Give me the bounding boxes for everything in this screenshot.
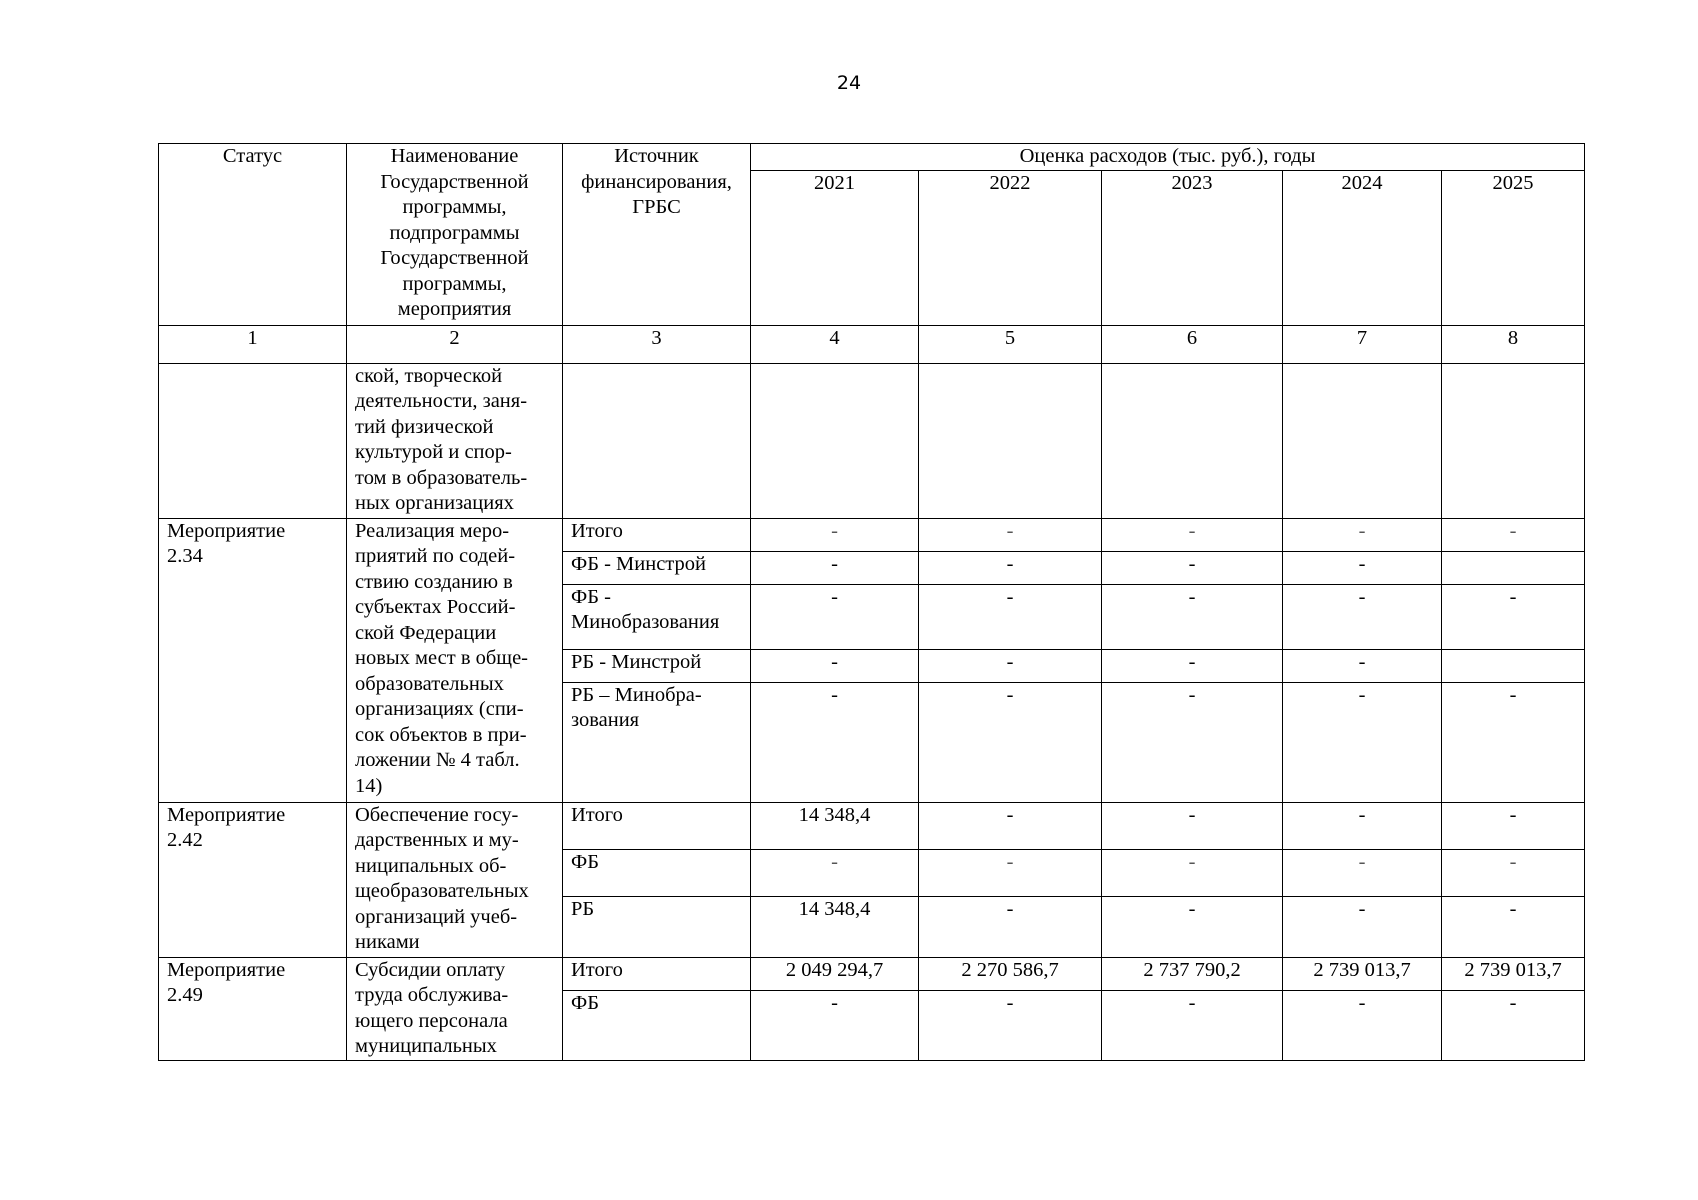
cell-value [1442, 649, 1585, 682]
cell-name: Обеспечение госу- дарственных и му- ниципальных об- щеобразовательных организаций учеб- никами [347, 802, 563, 957]
column-number: 6 [1102, 325, 1283, 363]
cell-value: - [1283, 849, 1442, 896]
cell-value: - [919, 896, 1102, 957]
cell-value: - [919, 990, 1102, 1060]
cell-value [1102, 363, 1283, 518]
cell-source: ФБ [563, 849, 751, 896]
cell-value: - [1102, 584, 1283, 649]
cell-value: - [1442, 584, 1585, 649]
cell-value: - [1283, 896, 1442, 957]
cell-value: - [1102, 682, 1283, 802]
column-number: 4 [751, 325, 919, 363]
header-year: 2022 [919, 170, 1102, 325]
cell-value: - [1442, 849, 1585, 896]
cell-name: ской, творческой деятельности, заня- тий физической культурой и спор- том в образователь- ных организациях [347, 363, 563, 518]
cell-value: - [751, 990, 919, 1060]
cell-source: Итого [563, 802, 751, 849]
cell-value: 2 739 013,7 [1442, 957, 1585, 990]
cell-source: Итого [563, 957, 751, 990]
cell-value: - [1442, 682, 1585, 802]
cell-status: Мероприятие 2.42 [159, 802, 347, 957]
cell-value: - [1102, 649, 1283, 682]
page-number: 24 [836, 72, 862, 94]
cell-value: - [1102, 802, 1283, 849]
cell-value: - [1283, 551, 1442, 584]
cell-status [159, 363, 347, 518]
cell-value: - [1283, 649, 1442, 682]
table-row [159, 363, 1585, 518]
cell-value: - [751, 682, 919, 802]
cell-source: ФБ [563, 990, 751, 1060]
cell-value: 2 739 013,7 [1283, 957, 1442, 990]
header-cost-group: Оценка расходов (тыс. руб.), годы [751, 144, 1585, 171]
cell-value: - [1102, 518, 1283, 551]
cell-value: - [1442, 518, 1585, 551]
cell-source: РБ [563, 896, 751, 957]
cell-value [1442, 551, 1585, 584]
table-row [159, 518, 1585, 551]
cell-value [919, 363, 1102, 518]
cell-source: ФБ - Минстрой [563, 551, 751, 584]
cell-value: - [751, 649, 919, 682]
cell-value: - [919, 649, 1102, 682]
cell-value: - [1102, 896, 1283, 957]
cell-value: - [1102, 849, 1283, 896]
column-number: 1 [159, 325, 347, 363]
column-number: 3 [563, 325, 751, 363]
cell-value: - [919, 584, 1102, 649]
cell-value: - [1102, 990, 1283, 1060]
cell-value: - [751, 584, 919, 649]
header-year: 2025 [1442, 170, 1585, 325]
table-row [159, 957, 1585, 990]
cell-source: ФБ - Минобразования [563, 584, 751, 649]
cell-value: - [1283, 990, 1442, 1060]
cell-status: Мероприятие 2.49 [159, 957, 347, 1060]
cell-source: Итого [563, 518, 751, 551]
cell-value [751, 363, 919, 518]
cell-value: - [751, 551, 919, 584]
cell-value: - [1283, 584, 1442, 649]
header-name: Наименование Государственной программы, подпрограммы Государственной программы, мероприятия [347, 144, 563, 326]
header-year: 2024 [1283, 170, 1442, 325]
header-year: 2023 [1102, 170, 1283, 325]
column-number: 5 [919, 325, 1102, 363]
cell-name: Реализация меро- приятий по содей- ствию созданию в субъектах Россий- ской Федерации новых мест в обще- образовательных организациях (спи- сок объектов в при- ложении № 4 табл. 14) [347, 518, 563, 802]
column-number: 7 [1283, 325, 1442, 363]
cell-value: - [751, 849, 919, 896]
cell-status: Мероприятие 2.34 [159, 518, 347, 802]
cell-value: - [1283, 802, 1442, 849]
cell-source: РБ – Минобра- зования [563, 682, 751, 802]
header-source: Источник финансирования, ГРБС [563, 144, 751, 326]
cell-value: 14 348,4 [751, 802, 919, 849]
column-number: 8 [1442, 325, 1585, 363]
cell-value: - [1102, 551, 1283, 584]
cell-value: - [919, 682, 1102, 802]
cell-value: - [751, 518, 919, 551]
header-status: Статус [159, 144, 347, 326]
cell-value: - [919, 849, 1102, 896]
cell-value: 2 737 790,2 [1102, 957, 1283, 990]
cell-value: 2 270 586,7 [919, 957, 1102, 990]
cell-name: Субсидии оплату труда обслужива- ющего персонала муниципальных [347, 957, 563, 1060]
budget-table [158, 143, 1585, 1061]
cell-value: - [1283, 518, 1442, 551]
cell-value: 14 348,4 [751, 896, 919, 957]
cell-value: - [919, 551, 1102, 584]
cell-value: - [1442, 802, 1585, 849]
cell-value: - [1283, 682, 1442, 802]
cell-source: РБ - Минстрой [563, 649, 751, 682]
column-number: 2 [347, 325, 563, 363]
cell-value: - [1442, 990, 1585, 1060]
header-row [159, 144, 1585, 171]
table-row [159, 802, 1585, 849]
cell-value: - [1442, 896, 1585, 957]
column-numbers-row [159, 325, 1585, 363]
cell-value: - [919, 802, 1102, 849]
cell-value [1283, 363, 1442, 518]
cell-source [563, 363, 751, 518]
header-year: 2021 [751, 170, 919, 325]
cell-value: - [919, 518, 1102, 551]
cell-value: 2 049 294,7 [751, 957, 919, 990]
cell-value [1442, 363, 1585, 518]
